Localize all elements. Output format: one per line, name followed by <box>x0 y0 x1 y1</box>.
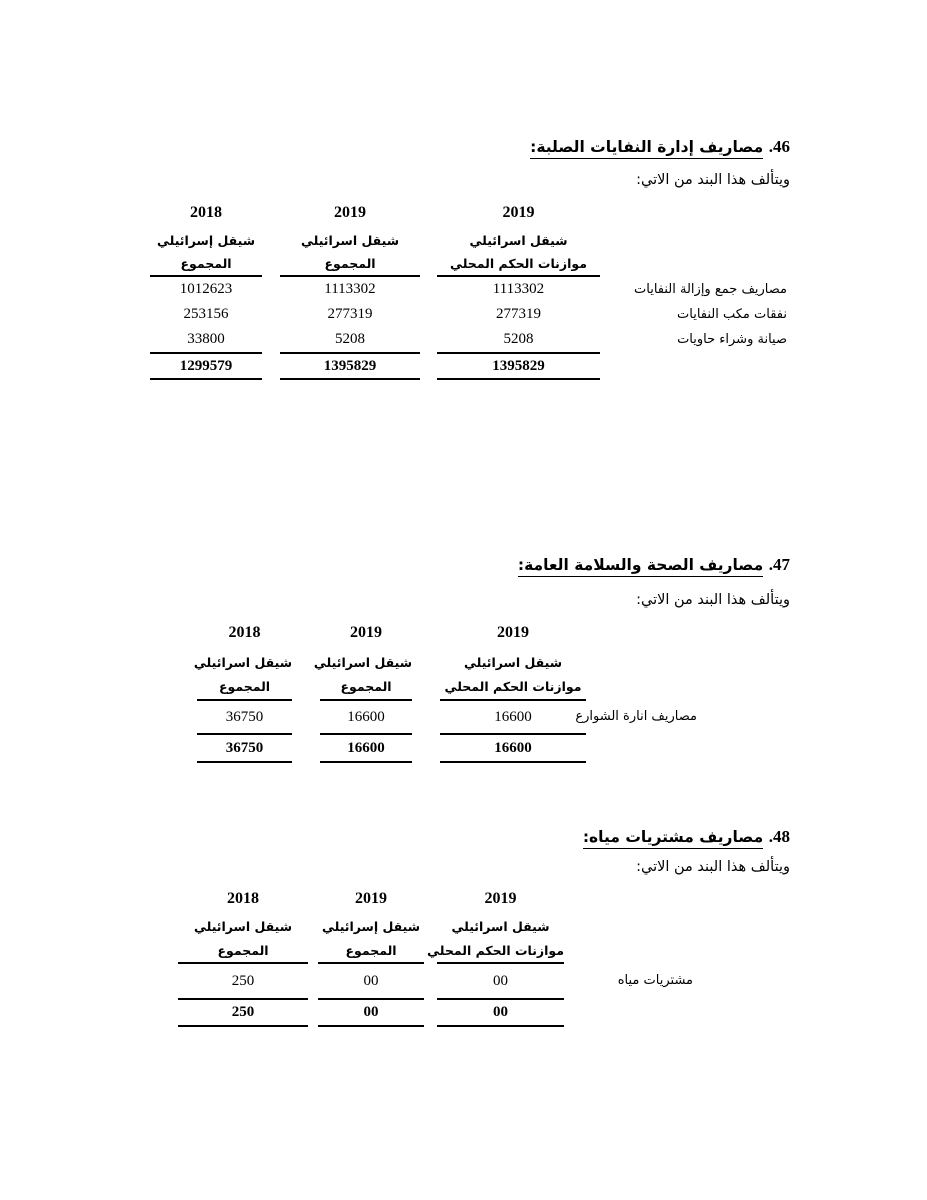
cell-value: 36750 <box>225 709 264 725</box>
cell-value: 1113302 <box>492 281 545 297</box>
cell-value: 00 <box>363 973 379 989</box>
cell-total: 1395829 <box>437 352 600 380</box>
cell-value: 00 <box>493 973 508 989</box>
column-year: 2018 <box>190 204 222 221</box>
cell-total: 1395829 <box>280 352 420 380</box>
column-currency: شيقل اسرائيلي <box>451 919 550 934</box>
column-currency: شيقل اسرائيلي <box>300 233 400 248</box>
section-title-text: مصاريف الصحة والسلامة العامة: <box>518 556 763 577</box>
column-year: 2019 <box>355 890 387 907</box>
section-title-text: مصاريف إدارة النفايات الصلبة: <box>530 138 763 159</box>
section-48-subtitle: ويتألف هذا البند من الاتي: <box>636 859 790 875</box>
row-label: مصاريف انارة الشوارع <box>575 709 697 724</box>
table-47-row-labels <box>477 701 697 733</box>
column-currency: شيقل إسرائيلي <box>321 919 421 934</box>
section-number: 46. <box>768 137 790 156</box>
cell-value: 16600 <box>494 709 532 725</box>
section-46-subtitle: ويتألف هذا البند من الاتي: <box>636 172 790 188</box>
column-group: المجموع <box>318 941 424 964</box>
section-46-title <box>530 137 790 157</box>
cell-total: 00 <box>318 998 424 1027</box>
table-48-column-2018-total <box>178 887 308 1027</box>
section-48-title <box>583 827 790 847</box>
column-year: 2018 <box>228 624 261 641</box>
column-year: 2019 <box>334 204 366 221</box>
cell-total: 36750 <box>197 733 292 763</box>
cell-value: 250 <box>231 973 255 989</box>
column-year: 2018 <box>227 890 259 907</box>
section-number: 47. <box>768 555 790 574</box>
section-47-subtitle: ويتألف هذا البند من الاتي: <box>636 592 790 608</box>
column-group: المجموع <box>280 255 420 277</box>
section-number: 48. <box>768 827 790 846</box>
row-label: صيانة وشراء حاويات <box>677 332 787 347</box>
column-group: موازنات الحكم المحلي <box>437 255 600 277</box>
column-currency: شيقل إسرائيلي <box>156 233 256 248</box>
cell-total: 16600 <box>440 733 586 763</box>
column-year: 2019 <box>497 624 529 641</box>
column-group: موازنات الحكم المحلي <box>437 941 564 964</box>
column-currency: شيقل اسرائيلي <box>463 655 563 670</box>
cell-value: 1012623 <box>179 281 233 297</box>
column-year: 2019 <box>502 204 535 221</box>
cell-value: 1113302 <box>324 281 376 297</box>
column-group: المجموع <box>150 255 262 277</box>
column-currency: شيقل اسرائيلي <box>193 655 292 670</box>
column-year: 2019 <box>484 890 517 907</box>
cell-value: 5208 <box>335 331 365 347</box>
cell-value: 277319 <box>327 306 373 322</box>
row-label: نفقات مكب النفايات <box>677 307 787 322</box>
cell-value: 33800 <box>187 331 225 347</box>
column-group: موازنات الحكم المحلي <box>440 677 586 701</box>
table-47-column-2019-total <box>313 621 412 763</box>
table-46-column-2019-total <box>280 201 420 380</box>
column-year: 2019 <box>350 624 382 641</box>
cell-value: 277319 <box>496 306 541 322</box>
cell-value: 253156 <box>183 306 229 322</box>
cell-total: 1299579 <box>150 352 262 380</box>
table-48-column-2019-total <box>318 887 424 1027</box>
row-label: مشتريات مياه <box>617 973 693 988</box>
table-47-column-2018-total <box>193 621 292 763</box>
column-group: المجموع <box>320 677 412 701</box>
table-47-column-2019-local-gov <box>440 621 586 763</box>
table-46-column-2018-total <box>150 201 262 380</box>
cell-total: 250 <box>178 998 308 1027</box>
row-label: مصاريف جمع وإزالة النفايات <box>634 282 787 297</box>
cell-total: 16600 <box>320 733 412 763</box>
table-46-row-labels <box>537 277 787 352</box>
section-47-title <box>518 555 790 575</box>
cell-total: 00 <box>437 998 564 1027</box>
column-currency: شيقل اسرائيلي <box>193 919 293 934</box>
table-48-column-2019-local-gov <box>427 887 564 1027</box>
column-group: المجموع <box>197 677 292 701</box>
cell-value: 5208 <box>503 331 534 347</box>
column-currency: شيقل اسرائيلي <box>313 655 412 670</box>
section-title-text: مصاريف مشتريات مياه: <box>583 828 763 849</box>
column-group: المجموع <box>178 941 308 964</box>
column-currency: شيقل اسرائيلي <box>469 233 568 248</box>
cell-value: 16600 <box>347 709 385 725</box>
table-48-row-labels <box>473 964 693 998</box>
